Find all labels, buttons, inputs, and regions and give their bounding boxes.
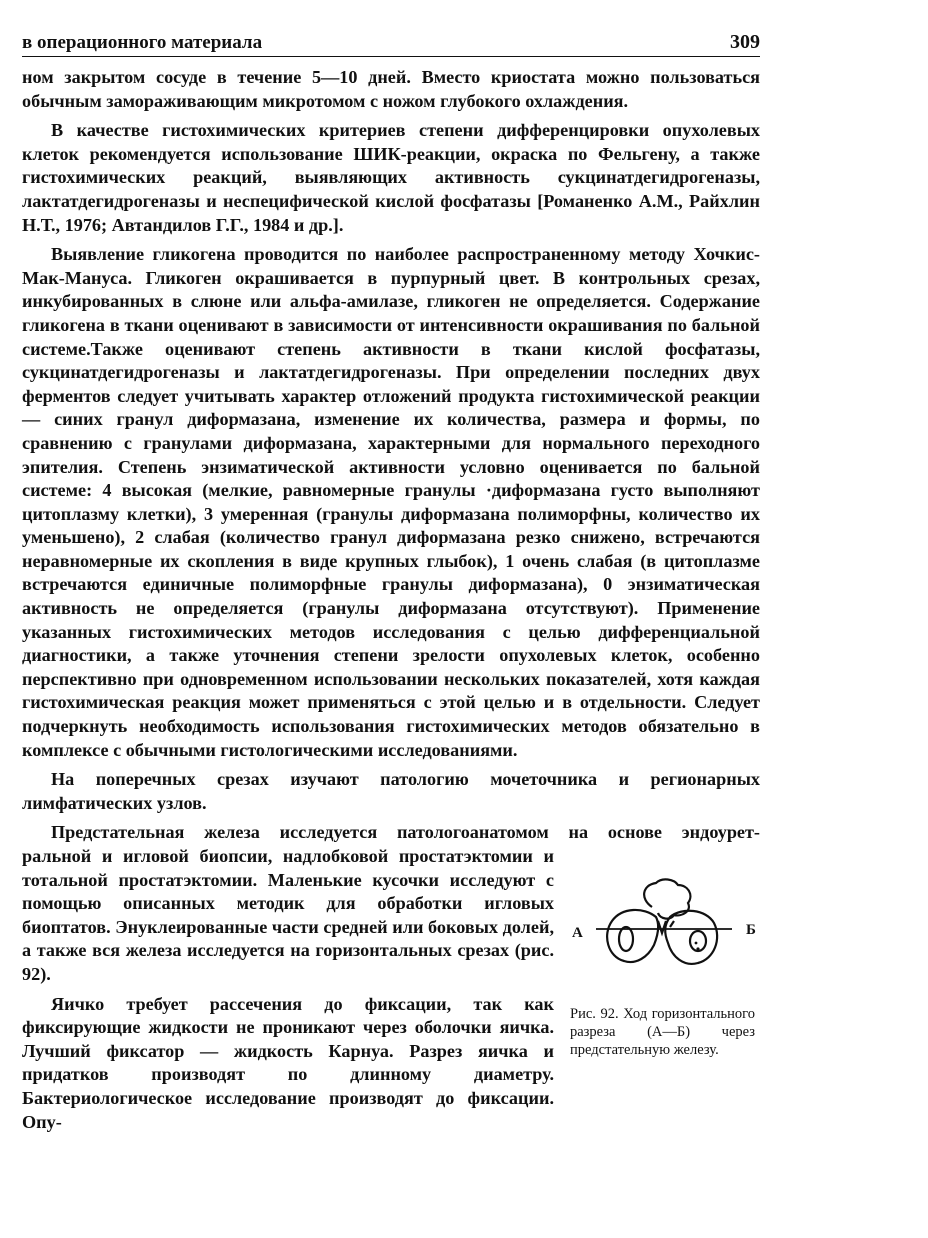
running-header xyxy=(22,28,760,57)
figure-caption: Рис. 92. Ход горизонтального разреза (А—Б) через предстательную железу. xyxy=(570,1006,755,1059)
paragraph-1: ном закрытом сосуде в течение 5—10 дней. Вместо криостата можно пользоваться обычным замораживающим микротомом с ножом глубокого охлаждения. xyxy=(22,67,760,111)
label-b: Б xyxy=(746,922,756,939)
page-number: 309 xyxy=(730,31,760,53)
paragraph-4: На поперечных срезах изучают патологию мочеточника и регионарных лимфатических узлов. xyxy=(22,769,760,813)
prostate-wrap-text xyxy=(22,845,554,1134)
prostate-first-line: Предстательная железа исследуется патологоанатомом на основе эндоурет- xyxy=(51,822,760,843)
prostate-paragraph: ральной и игловой биопсии, надлобковой простатэктомии и тотальной простатэктомии. Маленькие кусочки исследуют с помощью описанных методик для обработки игловых биоптатов. Энуклеированные части средней или боковых долей, а также вся железа исследуется на горизонтальных срезах (рис. 92). xyxy=(22,846,554,984)
prostate-section xyxy=(22,821,760,1134)
header-title: в операционного материала xyxy=(22,32,263,53)
paragraph-3: Выявление гликогена проводится по наиболее распространенному методу Хочкис-Мак-Мануса. Гликоген окрашивается в пурпурный цвет. В контрольных срезах, инкубированных в слюне или альфа-амилазе, гликоген не определяется. Содержание гликогена в ткани оценивают в зависимости от интенсивности окрашивания по бальной системе.Также оценивают степень активности в ткани кислой фосфатазы, сукцинатдегидрогеназы и лактатдегидрогеназы. При определении последних двух ферментов следует учитывать характер отложений продукта гистохимической реакции — синих гранул диформазана, изменение их количества, размера и формы, по сравнению с гранулами диформазана, характерными для нормального переходного эпителия. Степень энзиматической активности условно оценивается по бальной системе: 4 высокая (мелкие, равномерные гранулы ·диформазана густо выполняют цитоплазму клетки), 3 умеренная (гранулы диформазана полиморфны, количество их уменьшено), 2 слабая (количество гранул диформазана резко снижено, встречаются неравномерные их скопления в виде крупных глыбок), 1 очень слабая (в цитоплазме встречаются единичные полиморфные гранулы диформазана), 0 энзиматическая активность не определяется (гранулы диформазана отсутствуют). Применение указанных гистохимических методов исследования с целью дифференциальной диагностики, а также уточнения степени зрелости опухолевых клеток, особенно перспективно при одновременном использовании нескольких показателей, хотя каждая гистохимическая реакция может применяться с этой целью и в отдельности. Следует подчеркнуть необходимость использования гистохимических методов обязательно в комплексе с обычными гистологическими исследованиями. xyxy=(22,244,760,760)
figure-92 xyxy=(570,877,760,1059)
paragraph-2: В качестве гистохимических критериев степени дифференцировки опухолевых клеток рекомендуется использование ШИК-реакции, окраска по Фельгену, а также гистохимических реакций, выявляющих активность сукцинатдегидрогеназы, лактатдегидрогеназы и неспецифической кислой фосфатазы [Романенко А.М., Райхлин Н.Т., 1976; Автандилов Г.Г., 1984 и др.]. xyxy=(22,120,760,235)
page-body xyxy=(22,66,760,1134)
prostate-diagram xyxy=(570,877,760,987)
testis-paragraph: Яичко требует рассечения до фиксации, так как фиксирующие жидкости не проникают через оболочки яичка. Лучший фиксатор — жидкость Карнуа. Разрез яичка и придатков производят по длинному диаметру. Бактериологическое исследование производят до фиксации. Опу- xyxy=(22,993,554,1132)
label-a: А xyxy=(572,925,583,942)
